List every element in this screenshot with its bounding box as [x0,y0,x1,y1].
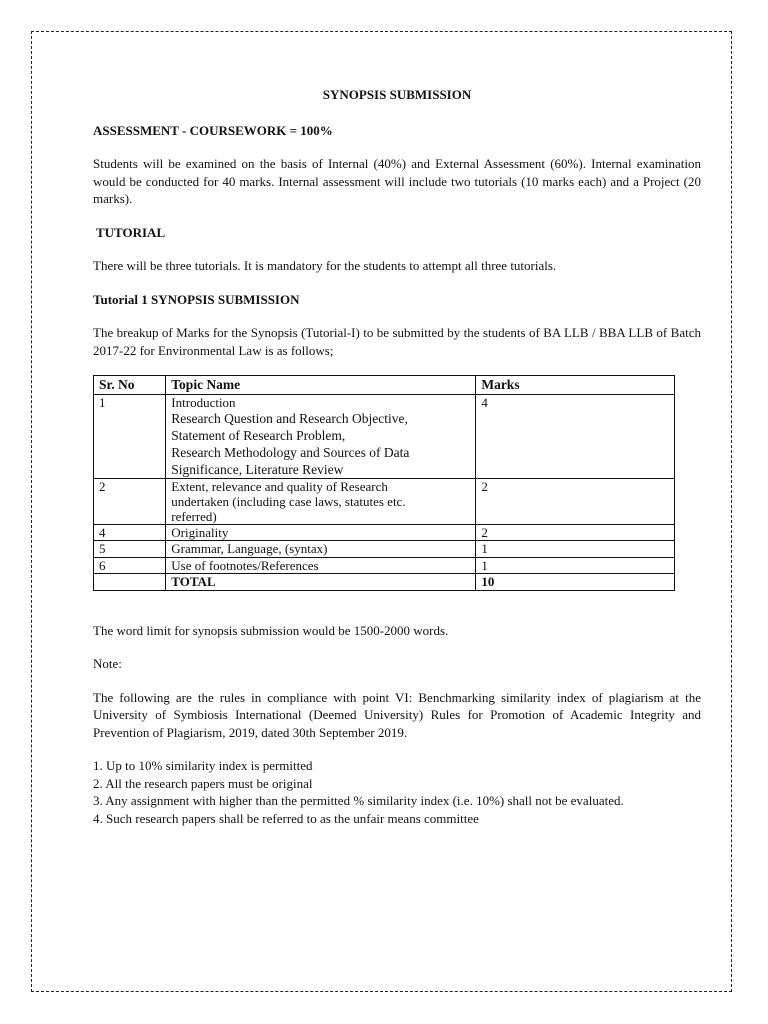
table-row [94,394,675,478]
breakup-paragraph: The breakup of Marks for the Synopsis (Tutorial-I) to be submitted by the students of BA LLB / BBA LLB of Batch 2017-22 for Environmental Law is as follows; [93,325,701,358]
list-item: 4. Such research papers shall be referred to as the unfair means committee [93,810,479,826]
cell-marks: 2 [476,524,675,541]
list-item: 1. Up to 10% similarity index is permitted [93,758,313,773]
table-row [94,541,675,558]
topic-line: Statement of Research Problem, [171,427,346,443]
tutorial-heading: TUTORIAL [96,224,166,240]
table-row [94,524,675,541]
tutorial-paragraph: There will be three tutorials. It is mandatory for the students to attempt all three tutorials. [93,258,557,273]
note-label: Note: [93,656,122,671]
table-row [94,478,675,524]
topic-line: Introduction [171,394,236,410]
word-limit-paragraph: The word limit for synopsis submission would be 1500-2000 words. [93,622,449,638]
cell-topic: Use of footnotes/References [166,557,476,574]
topic-line: Research Methodology and Sources of Data [171,444,410,460]
table-header-row [94,376,675,395]
topic-line: Significance, Literature Review [171,461,344,477]
document-body [93,86,701,827]
cell-sr: 5 [94,541,166,558]
tutorial1-heading: Tutorial 1 SYNOPSIS SUBMISSION [93,291,300,307]
cell-sr: 2 [94,478,166,524]
cell-marks: 1 [476,541,675,558]
cell-sr: 6 [94,557,166,574]
table-row [94,557,675,574]
cell-marks: 4 [476,394,675,478]
assessment-heading: ASSESSMENT - COURSEWORK = 100% [93,122,333,138]
header-sr-no: Sr. No [94,376,166,395]
cell-topic: Originality [166,524,476,541]
marks-table [93,375,675,591]
header-marks: Marks [476,376,675,395]
cell-sr: 1 [94,394,166,478]
topic-line: Research Question and Research Objective, [171,410,408,426]
cell-sr-empty [94,574,166,591]
cell-marks: 2 [476,478,675,524]
document-title: SYNOPSIS SUBMISSION [322,87,472,102]
list-item: 3. Any assignment with higher than the permitted % similarity index (i.e. 10%) shall not be evaluated. [93,793,624,808]
list-item: 2. All the research papers must be original [93,775,313,791]
rules-list [93,757,701,827]
rules-intro-paragraph: The following are the rules in compliance with point VI: Benchmarking similarity index of plagiarism at the University of Symbiosis International (Deemed University) Rules for Promotion of Academic Integrity and Prevention of Plagiarism, 2019, dated 30th September 2019. [93,689,701,740]
cell-topic [166,394,476,478]
cell-sr: 4 [94,524,166,541]
intro-paragraph: Students will be examined on the basis of Internal (40%) and External Assessment (60%). Internal examination would be conducted for 40 marks. Internal assessment will include two tutorials (10 marks each) and a Project (20 marks). [93,156,701,206]
topic-line: Extent, relevance and quality of Research undertaken (including case laws, statutes etc. referred) [171,478,406,524]
total-label: TOTAL [166,574,476,591]
total-value: 10 [476,574,675,591]
cell-topic [166,478,476,524]
table-total-row [94,574,675,591]
cell-marks: 1 [476,557,675,574]
cell-topic: Grammar, Language, (syntax) [166,541,476,558]
header-topic-name: Topic Name [166,376,476,395]
